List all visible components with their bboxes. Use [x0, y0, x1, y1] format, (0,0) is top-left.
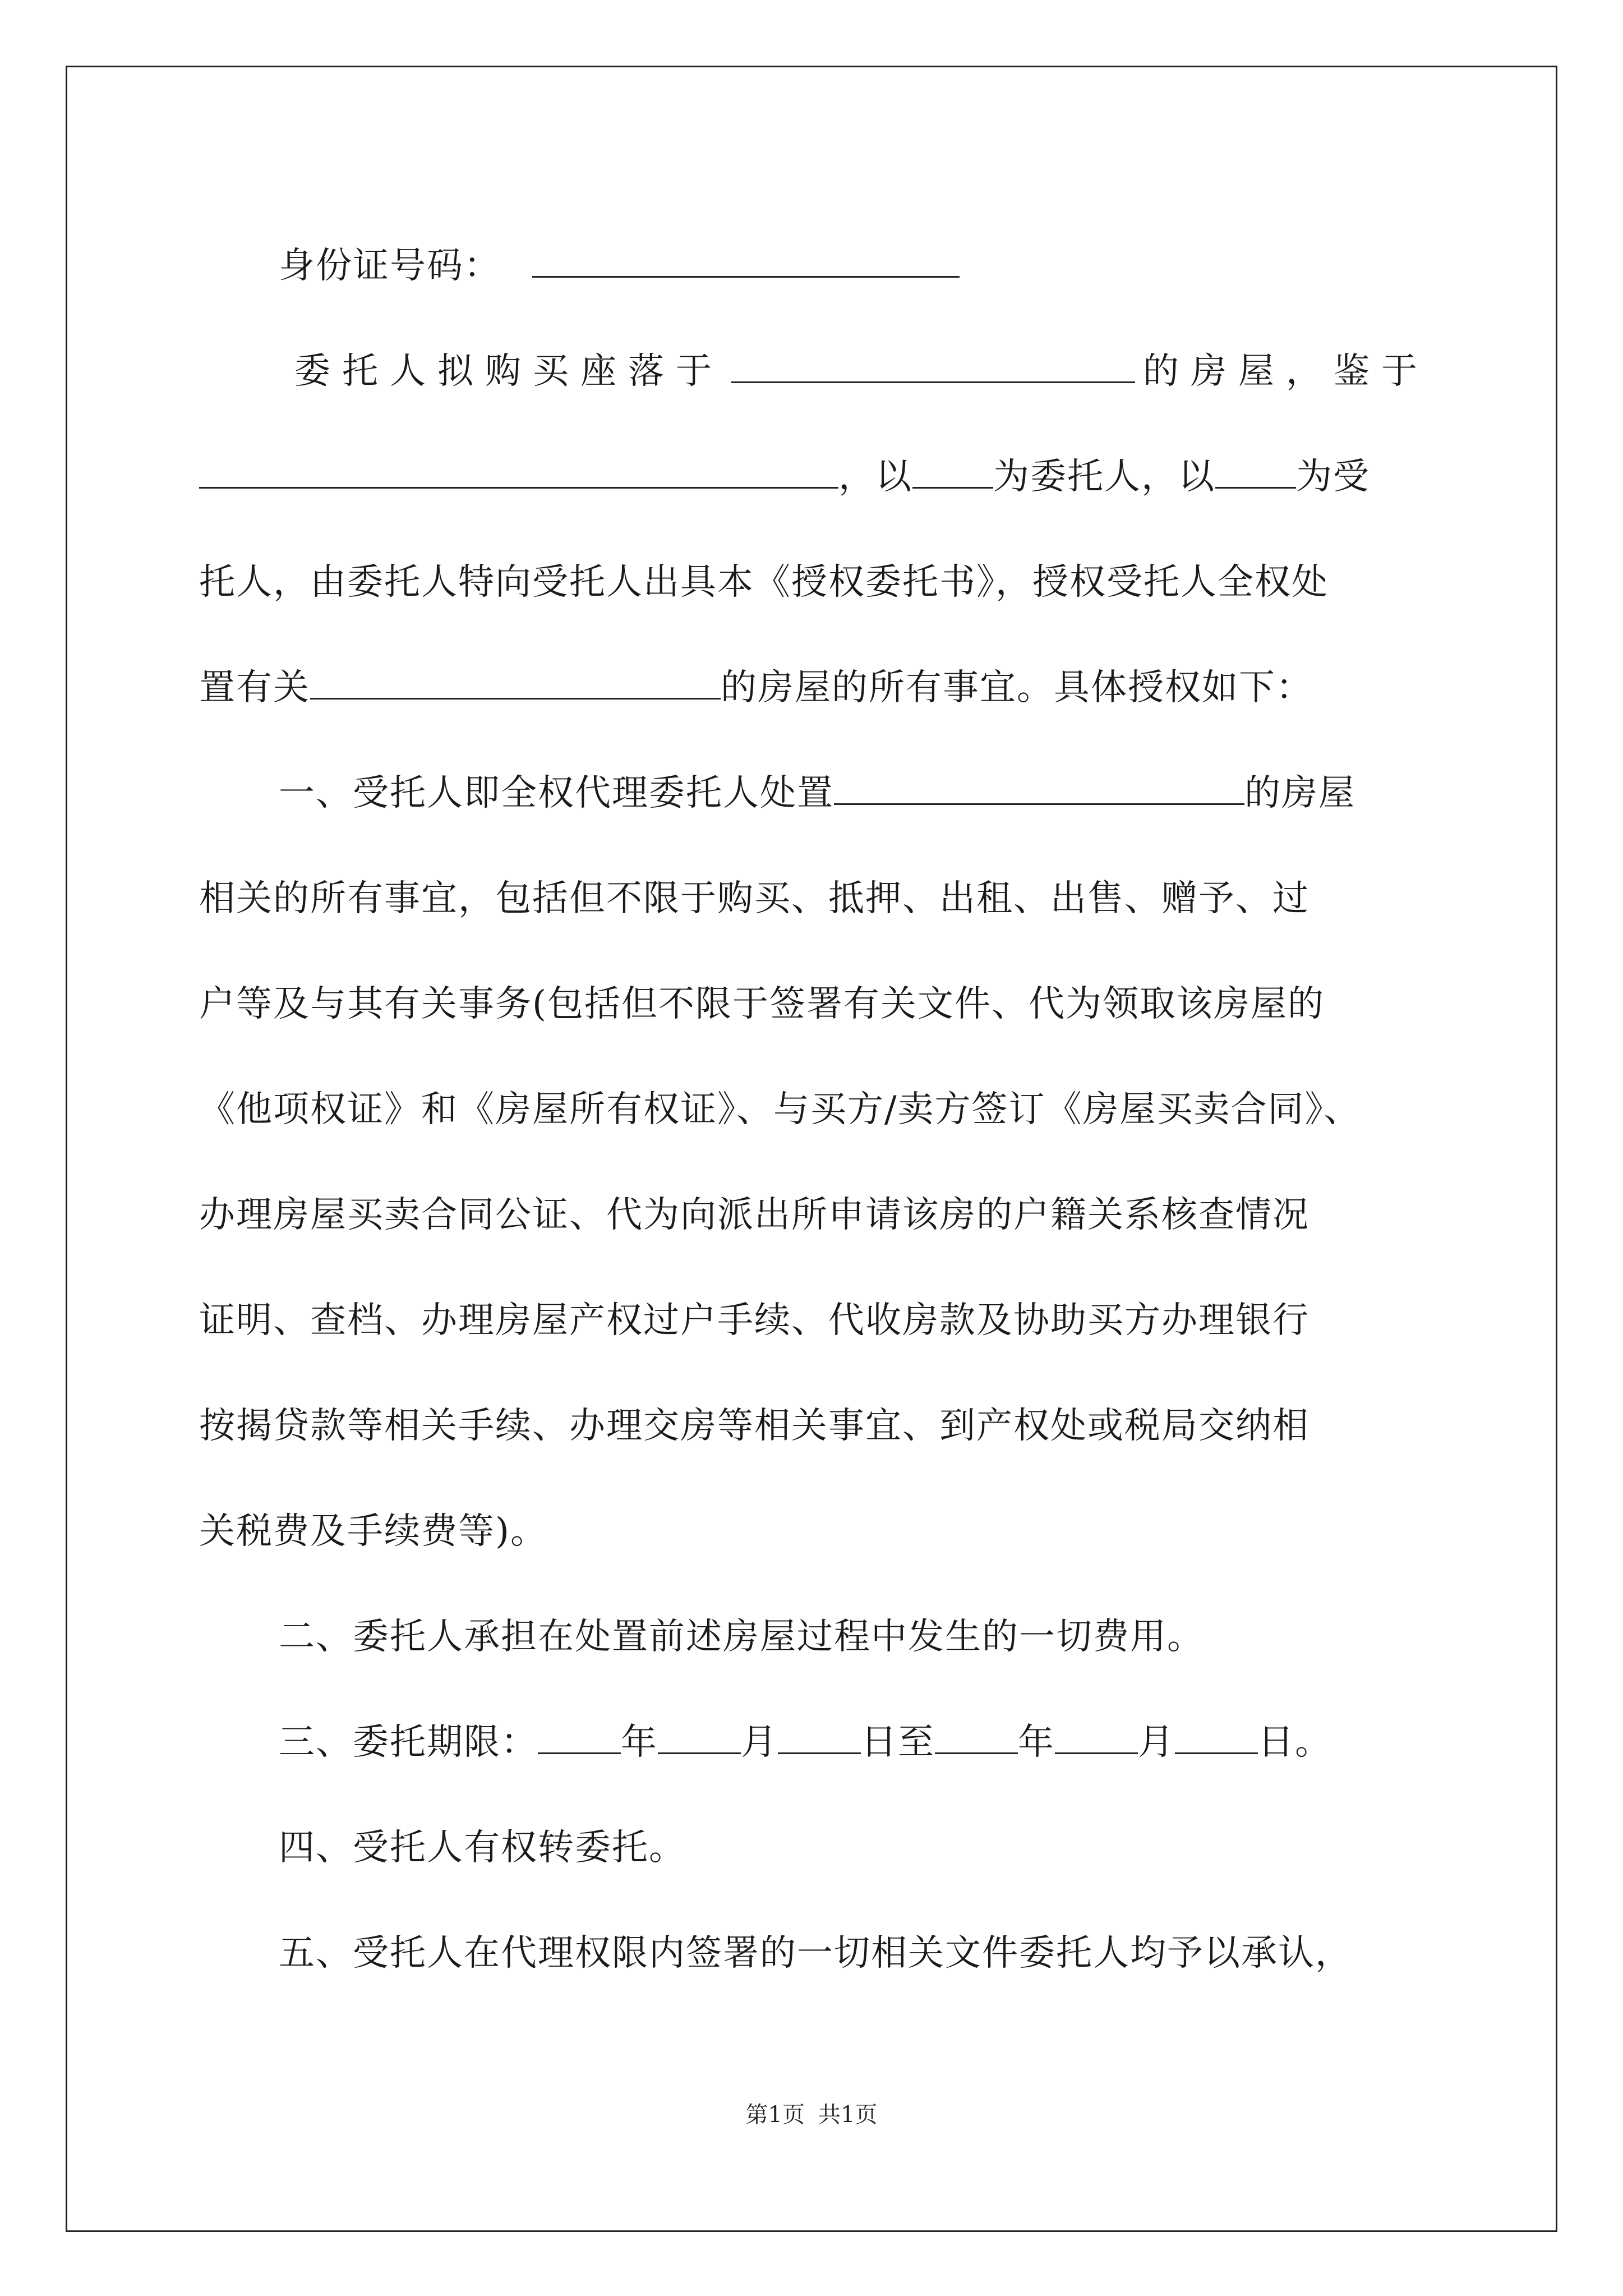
item-1-line-7: 按揭贷款等相关手续、办理交房等相关事宜、到产权处或税局交纳相 — [199, 1405, 1310, 1447]
item-3-term — [199, 1690, 1427, 1795]
p1-l2-text-b: 为委托人，以 — [993, 456, 1215, 498]
item1-l1-text-a: 一、受托人即全权代理委托人处置 — [279, 772, 834, 814]
p1-l4-text-a: 置有关 — [199, 667, 310, 708]
item3-label: 三、委托期限： — [279, 1722, 538, 1763]
document-body — [199, 213, 1427, 2006]
p1-l1-text-a: 委托人拟购买座落于 — [294, 351, 723, 392]
item1-l1-text-b: 的房屋 — [1244, 772, 1355, 814]
item3-year-1: 年 — [621, 1722, 658, 1763]
item-5: 五、受托人在代理权限内签署的一切相关文件委托人均予以承认， — [279, 1932, 1352, 1974]
paragraph-1-line-3: 托人，由委托人特向受托人出具本《授权委托书》，授权受托人全权处 — [199, 562, 1329, 603]
item3-year-2: 年 — [1018, 1722, 1055, 1763]
paragraph-1-line-1 — [199, 319, 1427, 424]
page-footer — [0, 2097, 1623, 2129]
item-1-line-6: 证明、查档、办理房屋产权过户手续、代收房款及协助买方办理银行 — [199, 1300, 1310, 1341]
item-1-line-4: 《他项权证》和《房屋所有权证》、与买方/卖方签订《房屋买卖合同》、 — [199, 1089, 1361, 1130]
item3-day-to: 日至 — [861, 1722, 935, 1763]
p1-l2-text-a: ，以 — [838, 456, 912, 498]
end-month-blank[interactable] — [1055, 1723, 1138, 1754]
property-address-blank-2[interactable] — [310, 669, 721, 700]
paragraph-1-line-4 — [199, 635, 1427, 740]
id-number-blank[interactable] — [532, 247, 960, 278]
item-2: 二、委托人承担在处置前述房屋过程中发生的一切费用。 — [279, 1616, 1204, 1658]
reason-blank[interactable] — [199, 458, 838, 489]
id-number-line — [199, 213, 1427, 319]
item3-month-2: 月 — [1138, 1722, 1175, 1763]
p1-l1-text-b: 的房屋，鉴于 — [1143, 351, 1429, 392]
item-1-line-2: 相关的所有事宜，包括但不限于购买、抵押、出租、出售、赠予、过 — [199, 878, 1310, 919]
agent-name-blank[interactable] — [1215, 458, 1296, 489]
start-year-blank[interactable] — [538, 1723, 621, 1754]
p1-l4-text-b: 的房屋的所有事宜。具体授权如下： — [721, 667, 1313, 708]
start-day-blank[interactable] — [778, 1723, 861, 1754]
end-year-blank[interactable] — [935, 1723, 1018, 1754]
item3-month-1: 月 — [741, 1722, 778, 1763]
end-day-blank[interactable] — [1175, 1723, 1258, 1754]
principal-name-blank[interactable] — [912, 458, 993, 489]
item3-day-end: 日。 — [1258, 1722, 1332, 1763]
page-current: 第1页 — [745, 2102, 805, 2128]
start-month-blank[interactable] — [658, 1723, 741, 1754]
item-1-line-5: 办理房屋买卖合同公证、代为向派出所申请该房的户籍关系核查情况 — [199, 1194, 1310, 1236]
item-1-line-8: 关税费及手续费等)。 — [199, 1511, 547, 1552]
page-total: 共1页 — [818, 2102, 878, 2128]
property-address-blank-1[interactable] — [731, 352, 1135, 383]
item-1-line-1 — [199, 740, 1427, 846]
item-1-line-3: 户等及与其有关事务(包括但不限于签署有关文件、代为领取该房屋的 — [199, 983, 1325, 1025]
paragraph-1-line-2 — [199, 424, 1427, 530]
item-4: 四、受托人有权转委托。 — [279, 1827, 686, 1869]
id-number-label: 身份证号码： — [279, 245, 501, 287]
p1-l2-text-c: 为受 — [1296, 456, 1370, 498]
property-address-blank-3[interactable] — [834, 774, 1244, 805]
